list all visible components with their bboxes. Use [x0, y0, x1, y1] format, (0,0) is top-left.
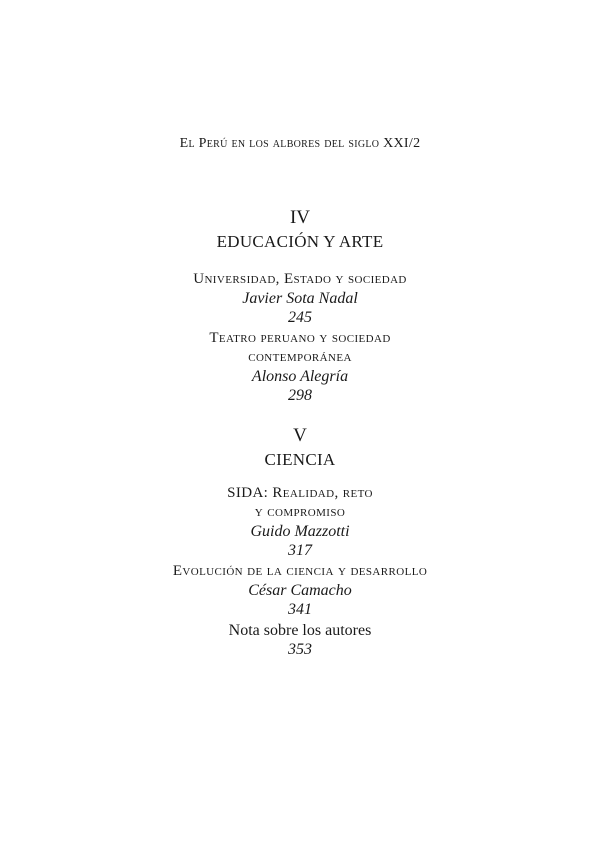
toc-entry [0, 329, 600, 405]
entry-page: 341 [288, 601, 312, 618]
part-numeral: IV [289, 207, 311, 228]
toc-entry [0, 562, 600, 619]
running-head: El Perú en los albores del siglo XXI/2 [179, 136, 421, 151]
entry-title: SIDA: Realidad, reto [227, 485, 373, 501]
toc-entry [0, 484, 600, 560]
entry-title: Teatro peruano y sociedad [209, 330, 391, 346]
entry-page: 245 [288, 309, 312, 326]
entry-author: Guido Mazzotti [250, 523, 350, 540]
part-title: EDUCACIÓN Y ARTE [216, 232, 384, 251]
entry-page: 353 [288, 641, 312, 658]
part-iv [0, 207, 600, 405]
entry-title: Evolución de la ciencia y desarrollo [172, 563, 428, 579]
entry-author: Javier Sota Nadal [242, 290, 358, 307]
part-numeral: V [293, 425, 307, 446]
part-title: CIENCIA [264, 450, 336, 469]
entry-page: 317 [288, 542, 312, 559]
entry-title: contemporánea [248, 349, 352, 365]
entry-author: Alonso Alegría [251, 368, 349, 385]
toc-entry [0, 270, 600, 327]
entry-author: César Camacho [248, 582, 352, 599]
entry-page: 298 [288, 387, 312, 404]
part-v [0, 425, 600, 659]
entry-title: Universidad, Estado y sociedad [193, 271, 407, 287]
toc-entry [0, 621, 600, 659]
entry-title: y compromiso [254, 504, 346, 520]
entry-title: Nota sobre los autores [228, 622, 372, 639]
